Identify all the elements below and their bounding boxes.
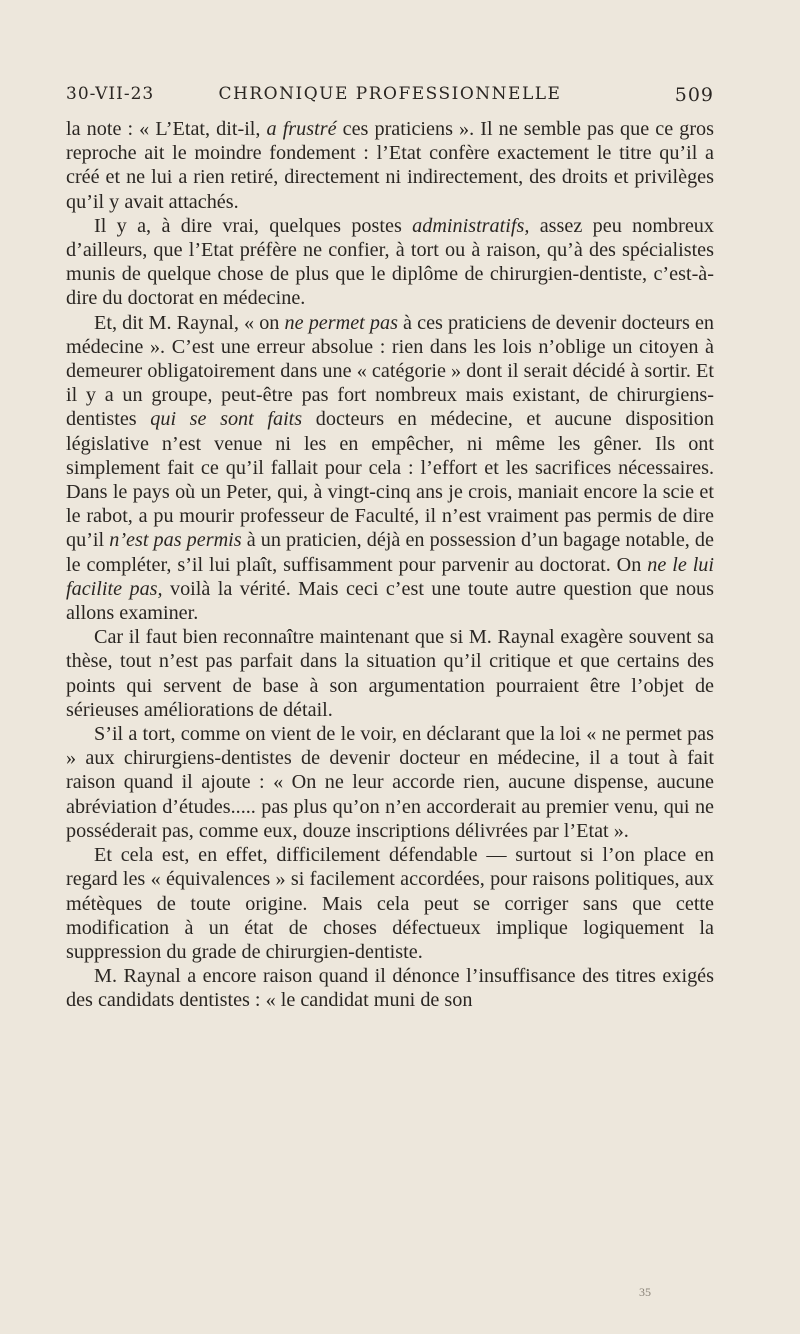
text-run: Et, dit M. Raynal, « on <box>94 311 285 334</box>
text-run: à ces praticiens de devenir docteurs en médecine ». C’est une erreur absolue : rien dans les lois n’oblige un citoyen à demeurer obligatoirement dans une « catégorie » dont il serait décidé à sortir. Et il y a un groupe, peut-être pas fort nombreux mais existant, de chirurgiens-dentistes <box>66 311 715 431</box>
text-run: ces praticiens ». Il ne semble pas que ce gros reproche ait le moindre fondement : l’Etat confère exactement le titre qu’il a créé et ne lui a rien retiré, directement ni indirectement, des droits et privilèges qu’il y avait attachés. <box>66 118 714 213</box>
article-body <box>66 117 714 1013</box>
text-run: la note : « L’Etat, dit-il, <box>66 118 267 140</box>
text-run: docteurs en médecine, et aucune disposition législative n’est venue ni les en empêcher, ni même les gêner. Ils ont simplement fait ce qu’il fallait pour cela : l’effort et les sacrifices nécessaires. Dans le pays où un Peter, qui, à vingt-cinq ans je crois, maniait encore la scie et le rabot, a pu mourir professeur de Faculté, il n’est vraiment pas permis de dire qu’il <box>66 408 714 552</box>
italic-run: ne permet pas <box>284 311 398 334</box>
paragraph <box>66 214 714 311</box>
paragraph <box>66 311 714 626</box>
header-date: 30-VII-23 <box>66 84 155 104</box>
text-run: voilà la vérité. Mais ceci c’est une toute autre question que nous allons examiner. <box>66 577 714 625</box>
italic-run: n’est pas permis <box>109 529 242 552</box>
paragraph <box>66 625 714 722</box>
text-run: S’il a tort, comme on vient de le voir, en déclarant que la loi « ne permet pas » aux chirurgiens-dentistes de devenir docteur en médecine, il a tout à fait raison quand il ajoute : « On ne leur accorde rien, aucune dispense, aucune abréviation d’études..... pas plus qu’on n’en accorderait au premier venu, qui ne posséderait pas, comme eux, douze inscriptions délivrées par l’Etat ». <box>66 723 714 842</box>
page-number: 509 <box>674 84 714 106</box>
text-run: assez peu nombreux d’ailleurs, que l’Etat préfère ne confier, à tort ou à raison, qu’à des spécialistes munis de quelque chose de plus que le diplôme de chirurgien-dentiste, c’est-à-dire du doctorat en médecine. <box>66 214 714 310</box>
printer-signature-mark: 35 <box>639 1285 651 1299</box>
italic-run: administratifs, <box>412 214 530 237</box>
text-run: Car il faut bien reconnaître maintenant que si M. Raynal exagère souvent sa thèse, tout n’est pas parfait dans la situation qu’il critique et que certains des points qui servent de base à son argumentation pourraient être l’objet de sérieuses améliorations de détail. <box>66 626 714 721</box>
text-run: à un praticien, déjà en possession d’un bagage notable, de le compléter, s’il lui plaît, suffisamment pour parvenir au doctorat. On <box>66 529 714 576</box>
italic-run: ne le lui facilite pas, <box>66 553 715 600</box>
text-run: Il y a, à dire vrai, quelques postes <box>94 214 413 237</box>
italic-run: qui se sont faits <box>150 408 303 431</box>
header-title: CHRONIQUE PROFESSIONNELLE <box>218 84 562 104</box>
text-run: Et cela est, en effet, difficilement défendable — surtout si l’on place en regard les « équivalences » si facilement accordées, pour raisons politiques, aux métèques de toute origine. Mais cela peut se corriger sans que cette modification à un état de choses défectueux implique logiquement la suppression du grade de chirurgien-dentiste. <box>66 844 714 963</box>
paragraph <box>66 117 714 214</box>
paragraph <box>66 843 714 964</box>
italic-run: a frustré <box>266 118 337 140</box>
paragraph <box>66 964 714 1012</box>
text-run: M. Raynal a encore raison quand il dénonce l’insuffisance des titres exigés des candidats dentistes : « le candidat muni de son <box>66 965 714 1012</box>
running-header <box>66 84 714 114</box>
paragraph <box>66 722 714 843</box>
